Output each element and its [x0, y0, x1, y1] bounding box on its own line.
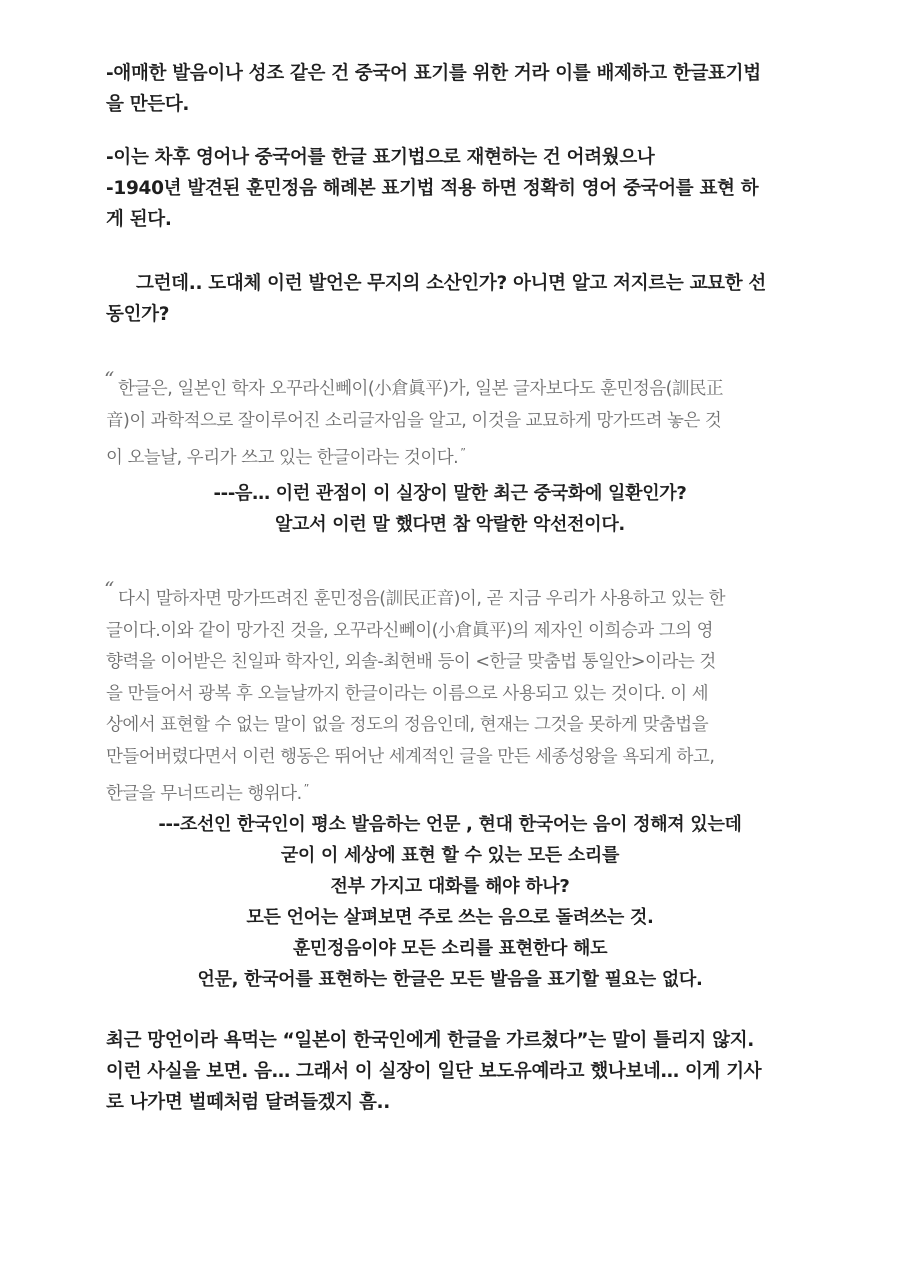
quote-line: 만들어버렸다면서 이런 행동은 뛰어난 세계적인 글을 만든 세종성왕을 욕되게 하고,: [106, 746, 715, 767]
paragraph-1940-discovery: [106, 142, 796, 235]
text-line: -애매한 발음이나 성조 같은 건 중국어 표기를 위한 거라 이를 배제하고 한글표기법: [106, 63, 761, 84]
comment-line: 훈민정음이야 모든 소리를 표현한다 해도: [292, 938, 608, 959]
quote-line-text: 한글을 무너뜨리는 행위다.: [106, 783, 302, 804]
quote-line: 을 만들어서 광복 후 오늘날까지 한글이라는 이름으로 사용되고 있는 것이다. 이 세: [106, 683, 709, 704]
text-line: 게 된다.: [106, 209, 172, 230]
quote-block-2: [104, 577, 806, 810]
text-line: 을 만든다.: [106, 94, 190, 115]
comment-line: 굳이 이 세상에 표현 할 수 있는 모든 소리를: [280, 845, 620, 866]
open-quote-mark: “: [104, 577, 114, 601]
quote-line: 한글은, 일본인 학자 오꾸라신뻬이(小倉眞平)가, 일본 글자보다도 훈민정음(訓民正: [118, 379, 724, 399]
comment-block-1: [0, 478, 900, 540]
open-quote-mark: “: [104, 367, 114, 391]
text-line: 로 나가면 벌떼처럼 달려들겠지 흠..: [106, 1092, 391, 1113]
comment-block-2: [0, 809, 900, 995]
comment-line: 모든 언어는 살펴보면 주로 쓰는 음으로 돌려쓰는 것.: [246, 907, 654, 928]
quote-line: 音)이 과학적으로 잘이루어진 소리글자임을 알고, 이것을 교묘하게 망가뜨려 놓은 것: [106, 410, 722, 431]
comment-line: 전부 가지고 대화를 해야 하나?: [330, 876, 570, 897]
quote-line-text: 이 오늘날, 우리가 쓰고 있는 한글이라는 것이다.: [106, 447, 459, 468]
comment-line: 언문, 한국어를 표현하는 한글은 모든 발음을 표기할 필요는 없다.: [197, 969, 703, 990]
quote-line: 다시 말하자면 망가뜨려진 훈민정음(訓民正音)이, 곧 지금 우리가 사용하고 있는 한: [118, 589, 726, 609]
comment-line: ---조선인 한국인이 평소 발음하는 언문 , 현대 한국어는 음이 정해져 있는데: [158, 814, 742, 835]
comment-line: 알고서 이런 말 했다면 참 악랄한 악선전이다.: [275, 514, 625, 535]
quote-line: 상에서 표현할 수 없는 말이 없을 정도의 정음인데, 현재는 그것을 못하게 맞춤법을: [106, 715, 709, 735]
paragraph-hangul-notation: [106, 58, 796, 120]
text-line: 그런데.. 도대체 이런 발언은 무지의 소산인가? 아니면 알고 저지르는 교묘한 선: [136, 273, 766, 294]
close-quote-mark: ”: [460, 446, 466, 459]
quote-line: [106, 437, 806, 474]
quote-block-1: [104, 367, 806, 474]
text-line: -1940년 발견된 훈민정음 해례본 표기법 적용 하면 정확히 영어 중국어를 표현 하: [106, 178, 759, 199]
quote-line: 향력을 이어받은 친일파 학자인, 외솔-최현배 등이 <한글 맞춤법 통일안>이라는 것: [106, 652, 716, 672]
text-line: 최근 망언이라 욕먹는 “일본이 한국인에게 한글을 가르쳤다”는 말이 틀리지 않지.: [106, 1030, 754, 1051]
paragraph-conclusion: [106, 1025, 796, 1118]
comment-line: ---음… 이런 관점이 이 실장이 말한 최근 중국화에 일환인가?: [213, 483, 687, 504]
quote-line: 글이다.이와 같이 망가진 것을, 오꾸라신뻬이(小倉眞平)의 제자인 이희승과 그의 영: [106, 620, 714, 641]
text-line: 이런 사실을 보면. 음… 그래서 이 실장이 일단 보도유예라고 했나보네… 이게 기사: [106, 1061, 762, 1082]
close-quote-mark: ”: [303, 782, 309, 795]
paragraph-question: [106, 268, 796, 330]
quote-line: [106, 773, 806, 810]
text-line: -이는 차후 영어나 중국어를 한글 표기법으로 재현하는 건 어려웠으나: [106, 147, 655, 168]
text-line: 동인가?: [106, 304, 170, 325]
